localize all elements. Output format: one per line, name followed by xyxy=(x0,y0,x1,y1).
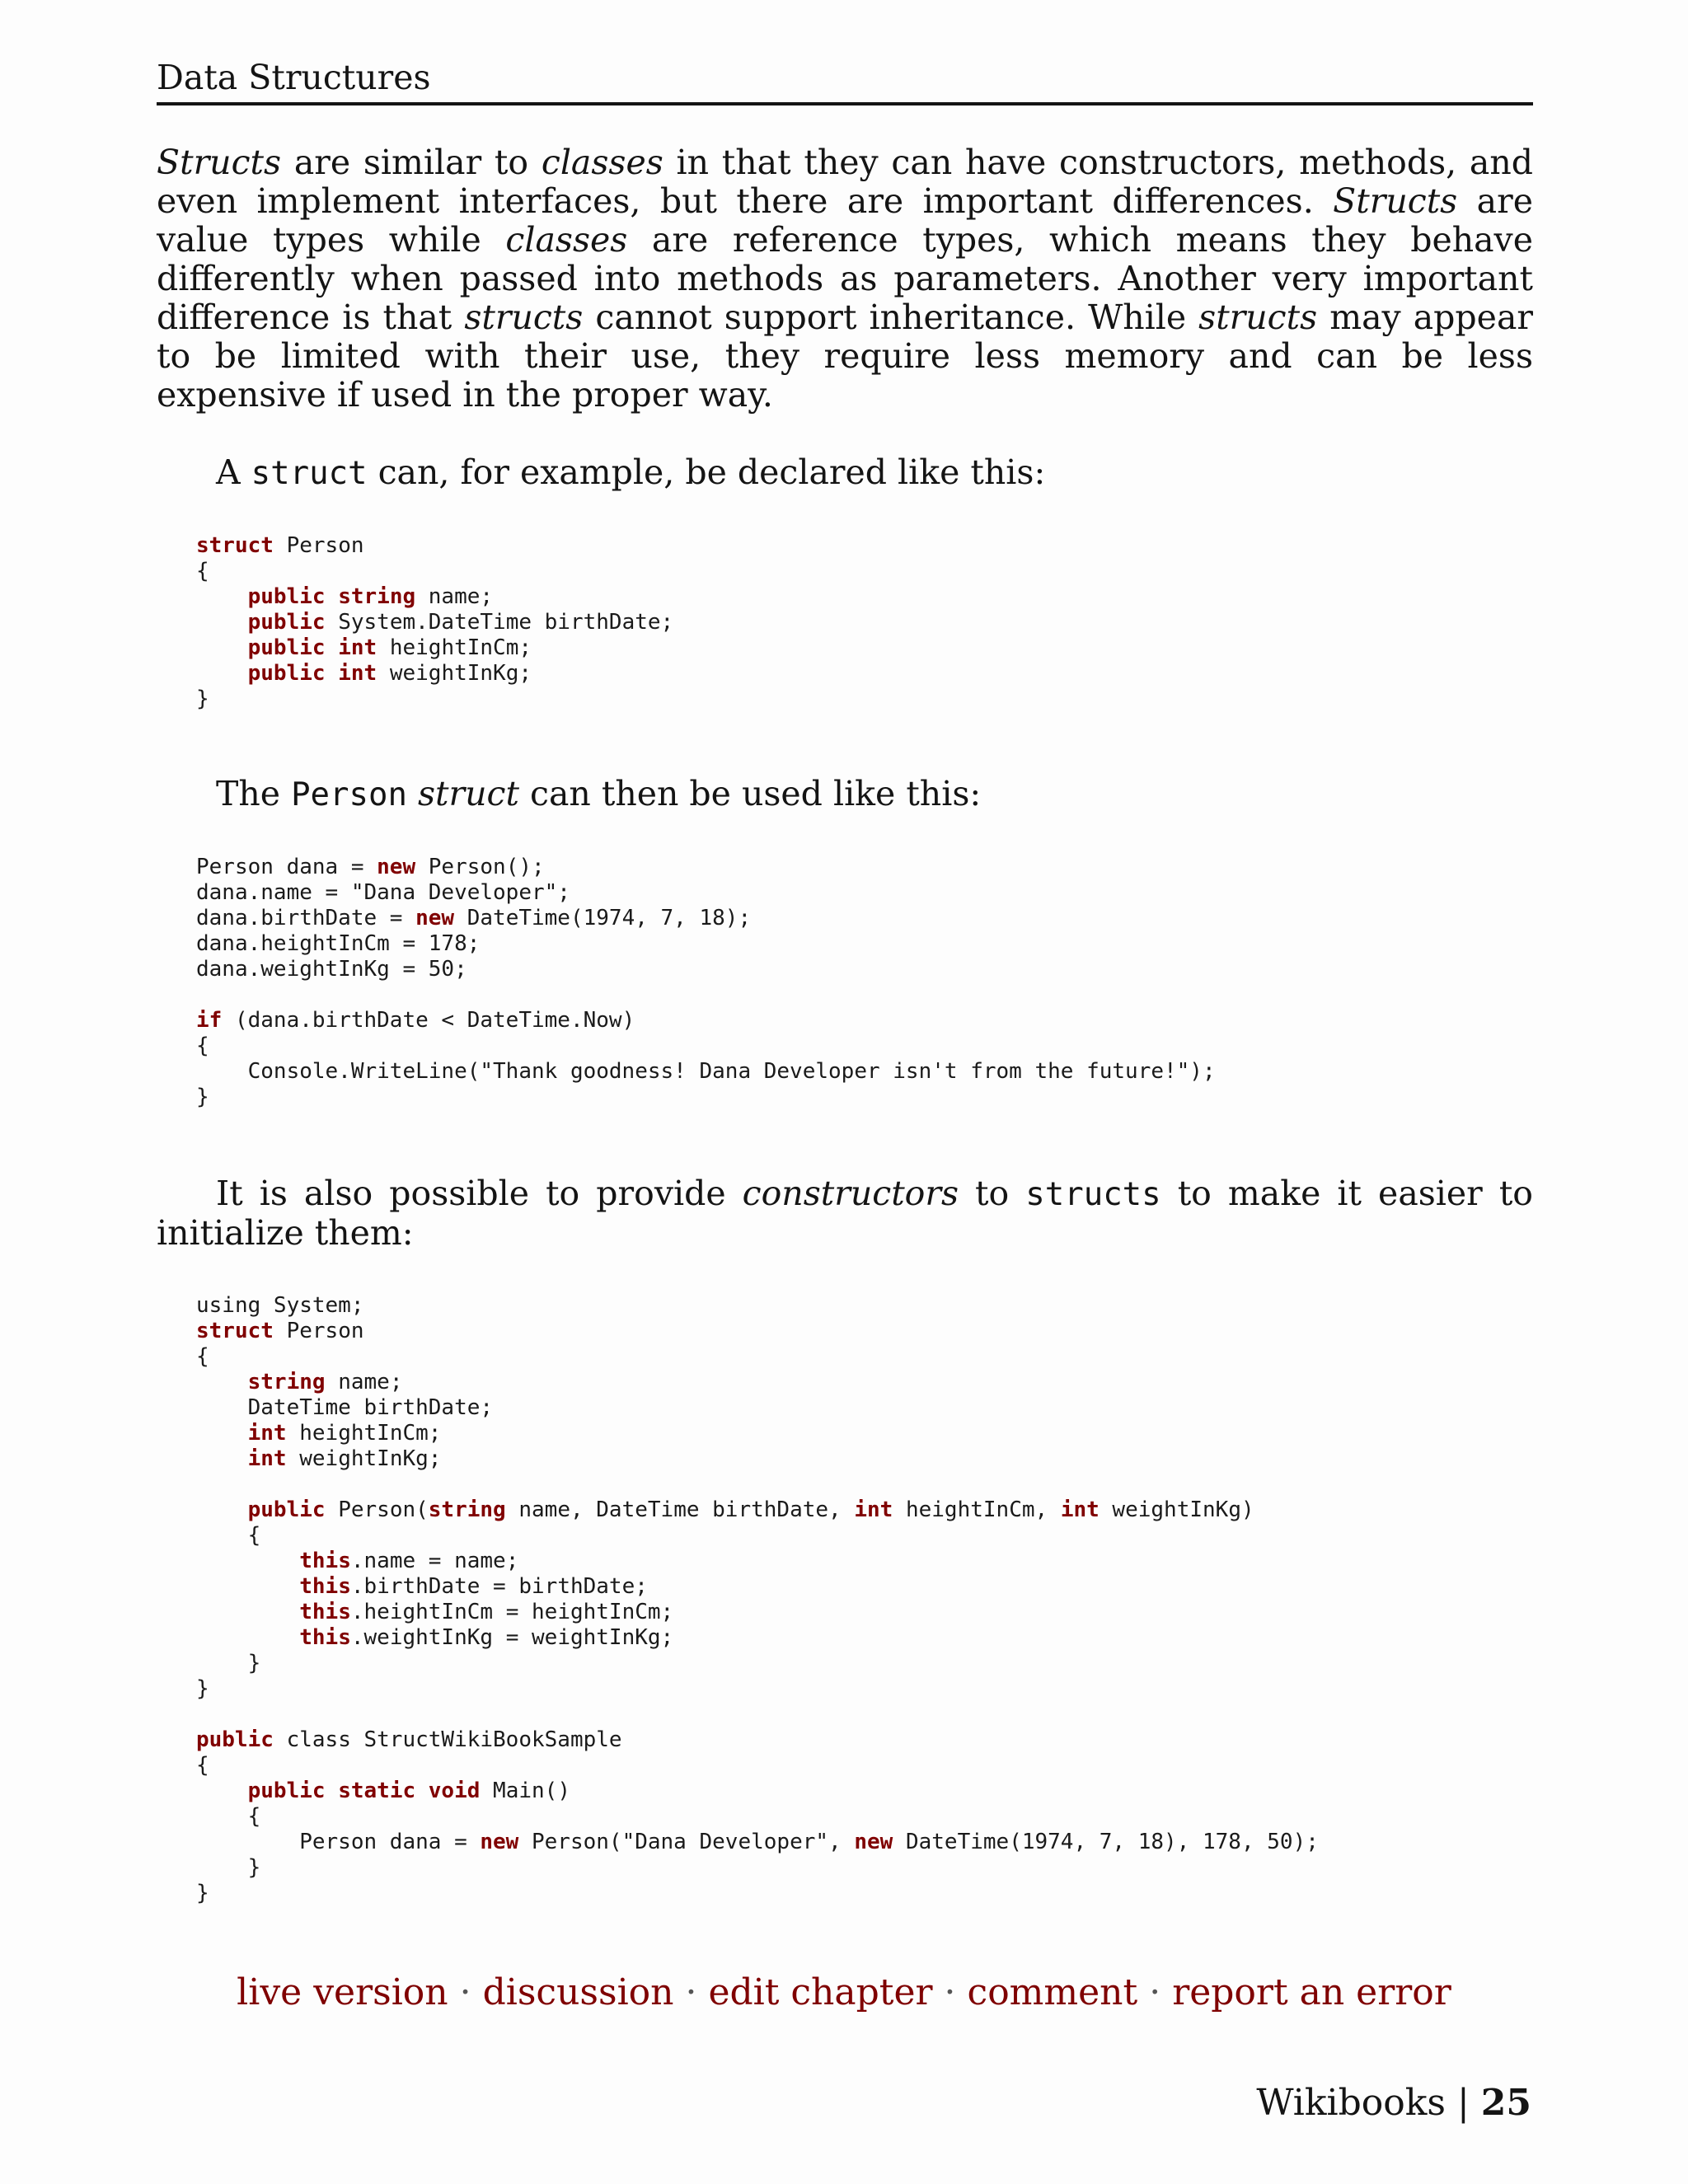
code-line xyxy=(196,855,545,879)
code-line xyxy=(196,1059,1216,1084)
code-text: weightInKg) xyxy=(1099,1497,1254,1522)
code-text: Person(); xyxy=(415,855,545,879)
code-line xyxy=(196,1033,209,1058)
code-block-struct-declaration xyxy=(196,533,673,712)
code-keyword: struct xyxy=(196,1319,274,1343)
code-keyword: public xyxy=(196,1727,274,1752)
code-text xyxy=(196,1446,248,1471)
code-line xyxy=(196,1753,209,1778)
page-footer xyxy=(1256,2080,1531,2126)
edit-chapter-link[interactable]: edit chapter xyxy=(708,1971,933,2013)
code-keyword: public xyxy=(247,584,326,609)
code-text: Person("Dana Developer", xyxy=(518,1830,855,1854)
intro-paragraph: Structs are similar to classes in that they can have constructors, methods, and even implement interfaces, but there are important differences. Structs are value types while classes are reference types, which means they behave differently when passed into methods as parameters. Another very important difference is that structs cannot support inheritance. While structs may appear to be limited with their use, they require less memory and can be less expensive if used in the proper way. xyxy=(157,143,1534,415)
code-keyword: int xyxy=(854,1497,893,1522)
code-text xyxy=(326,584,339,609)
code-line xyxy=(196,1421,441,1446)
code-text xyxy=(196,1574,299,1599)
code-text: Person xyxy=(273,533,364,558)
code-line xyxy=(196,1344,209,1369)
live-version-link[interactable]: live version xyxy=(237,1971,448,2013)
code-line xyxy=(196,1830,1319,1854)
constructors-paragraph: It is also possible to provide constructors to structs to make it easier to initialize them: xyxy=(157,1174,1533,1253)
code-text: class StructWikiBookSample xyxy=(273,1727,622,1752)
code-text: dana.birthDate = xyxy=(196,906,416,930)
code-keyword: int xyxy=(1060,1497,1100,1522)
code-line xyxy=(196,559,209,583)
code-keyword: this xyxy=(299,1600,351,1624)
code-line xyxy=(196,1008,635,1033)
code-text: { xyxy=(196,1523,261,1548)
code-keyword: new xyxy=(415,906,455,930)
code-text xyxy=(196,1549,299,1573)
code-text xyxy=(196,584,248,609)
code-text xyxy=(196,635,248,660)
code-line xyxy=(196,1855,260,1880)
code-line xyxy=(196,1395,493,1420)
code-text xyxy=(196,1421,248,1446)
code-text: Main() xyxy=(480,1779,570,1803)
code-text: heightInCm; xyxy=(377,635,532,660)
code-text: { xyxy=(196,1344,209,1369)
code-text: DateTime(1974, 7, 18), 178, 50); xyxy=(893,1830,1319,1854)
code-line xyxy=(196,1625,673,1650)
declare-paragraph: A struct can, for example, be declared like this: xyxy=(216,452,1046,492)
code-keyword: public xyxy=(247,1779,326,1803)
separator: · xyxy=(685,1971,697,2013)
code-text: .birthDate = birthDate; xyxy=(350,1574,648,1599)
book-label: Wikibooks | xyxy=(1256,2082,1481,2124)
code-text: } xyxy=(196,1651,261,1675)
code-keyword: new xyxy=(480,1830,519,1854)
code-text: } xyxy=(196,687,209,711)
code-line xyxy=(196,1446,441,1471)
code-text: .heightInCm = heightInCm; xyxy=(350,1600,674,1624)
code-text: Person( xyxy=(325,1497,429,1522)
page-number: 25 xyxy=(1480,2082,1531,2124)
running-header: Data Structures xyxy=(157,54,1533,105)
code-line xyxy=(196,1319,364,1343)
code-text: Person dana = xyxy=(196,1830,481,1854)
code-keyword: int xyxy=(338,635,377,660)
code-line xyxy=(196,931,480,956)
code-text: .name = name; xyxy=(350,1549,519,1573)
report-error-link[interactable]: report an error xyxy=(1172,1971,1451,2013)
code-line xyxy=(196,1085,209,1109)
code-text: Person xyxy=(273,1319,364,1343)
code-line xyxy=(196,635,532,660)
code-text: dana.name = "Dana Developer"; xyxy=(196,880,570,905)
comment-link[interactable]: comment xyxy=(967,1971,1138,2013)
code-line xyxy=(196,1804,260,1829)
code-text: name; xyxy=(325,1370,403,1394)
code-line xyxy=(196,1370,402,1394)
code-keyword: new xyxy=(377,855,416,879)
code-line xyxy=(196,1676,209,1701)
code-line xyxy=(196,957,467,982)
code-text: .weightInKg = weightInKg; xyxy=(350,1625,674,1650)
code-keyword: int xyxy=(247,1421,287,1446)
code-line xyxy=(196,1523,260,1548)
separator: · xyxy=(1149,1971,1161,2013)
code-keyword: public xyxy=(247,1497,326,1522)
code-text: } xyxy=(196,1881,209,1905)
code-line xyxy=(196,1574,648,1599)
code-text xyxy=(196,1497,248,1522)
code-text xyxy=(196,610,248,635)
code-text xyxy=(326,635,339,660)
code-text: } xyxy=(196,1085,209,1109)
code-line xyxy=(196,1600,673,1624)
code-line xyxy=(196,1779,570,1803)
code-text: using System; xyxy=(196,1293,364,1318)
code-keyword: int xyxy=(247,1446,287,1471)
code-keyword: void xyxy=(428,1779,481,1803)
code-keyword: string xyxy=(428,1497,506,1522)
code-text xyxy=(326,1779,339,1803)
code-text xyxy=(196,1370,248,1394)
code-text: Console.WriteLine("Thank goodness! Dana Developer isn't from the future!"); xyxy=(196,1059,1216,1084)
code-text: name; xyxy=(415,584,494,609)
code-text: { xyxy=(196,1753,209,1778)
code-text: { xyxy=(196,1804,261,1829)
separator: · xyxy=(944,1971,956,2013)
code-text: } xyxy=(196,1855,261,1880)
code-keyword: new xyxy=(854,1830,893,1854)
code-keyword: if xyxy=(196,1008,223,1033)
usage-paragraph: The Person struct can then be used like this: xyxy=(216,774,982,813)
code-block-struct-constructor xyxy=(196,1293,1319,1906)
code-line xyxy=(196,880,570,905)
code-text: { xyxy=(196,1033,209,1058)
code-line xyxy=(196,1497,1254,1522)
code-text: name, DateTime birthDate, xyxy=(505,1497,855,1522)
code-text: } xyxy=(196,1676,209,1701)
code-line xyxy=(196,906,751,930)
code-line xyxy=(196,1293,364,1318)
code-block-struct-usage xyxy=(196,855,1216,1110)
code-text: heightInCm; xyxy=(286,1421,442,1446)
code-text: dana.weightInKg = 50; xyxy=(196,957,467,982)
code-text xyxy=(196,1779,248,1803)
code-keyword: public xyxy=(247,661,326,686)
separator: · xyxy=(459,1971,471,2013)
code-keyword: static xyxy=(338,1779,416,1803)
code-keyword: string xyxy=(247,1370,326,1394)
code-keyword: string xyxy=(338,584,416,609)
code-keyword: int xyxy=(338,661,377,686)
code-line xyxy=(196,661,532,686)
code-text: heightInCm, xyxy=(893,1497,1061,1522)
code-text xyxy=(196,1625,299,1650)
code-text: DateTime(1974, 7, 18); xyxy=(454,906,752,930)
code-text xyxy=(196,661,248,686)
code-text: (dana.birthDate < DateTime.Now) xyxy=(222,1008,635,1033)
code-line xyxy=(196,1651,260,1675)
code-keyword: public xyxy=(247,610,326,635)
discussion-link[interactable]: discussion xyxy=(482,1971,674,2013)
code-text: { xyxy=(196,559,209,583)
code-text: DateTime birthDate; xyxy=(196,1395,494,1420)
code-line xyxy=(196,610,673,635)
code-line xyxy=(196,1881,209,1905)
code-line xyxy=(196,533,364,558)
code-line xyxy=(196,584,493,609)
code-keyword: this xyxy=(299,1574,351,1599)
code-keyword: struct xyxy=(196,533,274,558)
code-text: Person dana = xyxy=(196,855,377,879)
footer-links xyxy=(0,1970,1688,2016)
code-line xyxy=(196,1727,622,1752)
code-keyword: this xyxy=(299,1625,351,1650)
code-text xyxy=(415,1779,429,1803)
code-line xyxy=(196,687,209,711)
code-text xyxy=(196,1600,299,1624)
code-text xyxy=(326,661,339,686)
code-text: System.DateTime birthDate; xyxy=(325,610,674,635)
code-keyword: public xyxy=(247,635,326,660)
code-text: weightInKg; xyxy=(286,1446,442,1471)
code-line xyxy=(196,1549,518,1573)
code-keyword: this xyxy=(299,1549,351,1573)
code-text: weightInKg; xyxy=(377,661,532,686)
code-text: dana.heightInCm = 178; xyxy=(196,931,481,956)
